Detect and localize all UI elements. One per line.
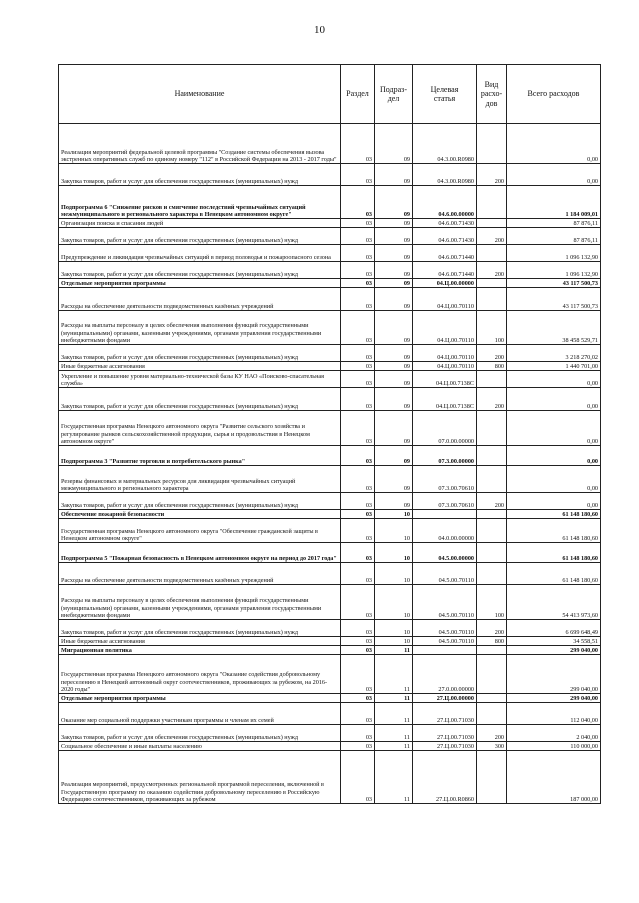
row-total: 1 096 132,90 (507, 245, 601, 262)
row-target: 27.Ц.00.71030 (413, 725, 477, 742)
row-subsection: 09 (375, 164, 413, 186)
row-section: 03 (341, 725, 375, 742)
table-row (59, 164, 601, 186)
row-target: 27.Ц.00.71030 (413, 742, 477, 751)
row-subsection: 10 (375, 519, 413, 543)
table-row (59, 751, 601, 804)
row-section: 03 (341, 388, 375, 411)
table-row (59, 245, 601, 262)
row-section: 03 (341, 694, 375, 703)
table-row (59, 446, 601, 466)
row-target: 27.Ц.00.R0860 (413, 751, 477, 804)
row-subsection: 09 (375, 288, 413, 311)
row-name: Закупка товаров, работ и услуг для обеспечения государственных (муниципальных) нужд (59, 262, 341, 279)
row-expense-type (477, 446, 507, 466)
row-target: 04.6.00.00000 (413, 186, 477, 219)
row-target: 27.0.00.00000 (413, 655, 477, 694)
row-subsection: 09 (375, 493, 413, 510)
row-name: Закупка товаров, работ и услуг для обеспечения государственных (муниципальных) нужд (59, 164, 341, 186)
table-header-row (59, 65, 601, 124)
row-target: 04.5.00.70110 (413, 620, 477, 637)
row-target: 27.Ц.00.71030 (413, 703, 477, 725)
row-target: 04.Ц.00.7138С (413, 388, 477, 411)
table-row (59, 694, 601, 703)
row-section: 03 (341, 655, 375, 694)
row-expense-type (477, 655, 507, 694)
header-section: Раздел (341, 65, 375, 124)
row-name: Расходы на выплаты персоналу в целях обеспечения выполнения функций государственными (муниципальными) органами, казенными учреждениями, органами управления государственными внебюджетными фондами (59, 585, 341, 620)
row-subsection: 11 (375, 694, 413, 703)
header-name: Наименование (59, 65, 341, 124)
row-section: 03 (341, 164, 375, 186)
row-expense-type: 100 (477, 311, 507, 345)
row-name: Расходы на выплаты персоналу в целях обеспечения выполнения функций государственными (муниципальными) органами, казенными учреждениями, органами управления государственными внебюджетными фондами (59, 311, 341, 345)
row-subsection: 09 (375, 371, 413, 388)
row-target: 04.3.00.R0980 (413, 164, 477, 186)
row-name: Реализация мероприятий, предусмотренных региональной программой переселения, включенной в Государственную программу по оказанию содействия добровольному переселению в Российскую Федерацию соотечественников, проживающих за рубежом (59, 751, 341, 804)
table-row (59, 725, 601, 742)
row-target: 07.0.00.00000 (413, 411, 477, 446)
row-expense-type (477, 751, 507, 804)
row-total: 0,00 (507, 466, 601, 493)
table-row (59, 585, 601, 620)
row-section: 03 (341, 620, 375, 637)
row-total: 61 148 180,60 (507, 543, 601, 563)
row-target (413, 510, 477, 519)
row-subsection: 09 (375, 262, 413, 279)
row-section: 03 (341, 186, 375, 219)
row-target: 04.Ц.00.70110 (413, 311, 477, 345)
row-section: 03 (341, 288, 375, 311)
row-target: 04.Ц.00.7138С (413, 371, 477, 388)
row-total: 87 876,11 (507, 219, 601, 228)
table-body (59, 124, 601, 804)
row-target: 04.6.00.71430 (413, 219, 477, 228)
row-subsection: 11 (375, 742, 413, 751)
row-expense-type (477, 219, 507, 228)
table-row (59, 362, 601, 371)
row-target (413, 646, 477, 655)
row-total: 0,00 (507, 493, 601, 510)
row-name: Государственная программа Ненецкого автономного округа "Оказание содействия добровольному переселению в Ненецкий автономный округ соотечественников, проживающих за рубежом, на 2016-2020 годы" (59, 655, 341, 694)
table-row (59, 655, 601, 694)
row-name: Миграционная политика (59, 646, 341, 655)
row-total: 43 117 500,73 (507, 288, 601, 311)
header-total: Всего расходов (507, 65, 601, 124)
row-subsection: 09 (375, 446, 413, 466)
row-total: 38 458 529,71 (507, 311, 601, 345)
row-name: Государственная программа Ненецкого автономного округа "Развитие сельского хозяйства и регулирование рынков сельскохозяйственной продукции, сырья и продовольствия в Ненецком автономном округе" (59, 411, 341, 446)
row-target: 04.5.00.00000 (413, 543, 477, 563)
table-row (59, 637, 601, 646)
row-subsection: 09 (375, 186, 413, 219)
row-section: 03 (341, 311, 375, 345)
row-section: 03 (341, 362, 375, 371)
row-name: Закупка товаров, работ и услуг для обеспечения государственных (муниципальных) нужд (59, 228, 341, 245)
row-expense-type (477, 646, 507, 655)
row-target: 07.3.00.70610 (413, 466, 477, 493)
row-total: 112 040,00 (507, 703, 601, 725)
row-total: 110 000,00 (507, 742, 601, 751)
row-name: Организация поиска и спасания людей (59, 219, 341, 228)
row-section: 03 (341, 585, 375, 620)
row-target: 04.5.00.70110 (413, 637, 477, 646)
table-row (59, 742, 601, 751)
row-subsection: 10 (375, 637, 413, 646)
row-expense-type: 200 (477, 164, 507, 186)
table-row (59, 510, 601, 519)
row-subsection: 11 (375, 751, 413, 804)
table-row (59, 519, 601, 543)
row-section: 03 (341, 124, 375, 164)
table-row (59, 703, 601, 725)
row-name: Закупка товаров, работ и услуг для обеспечения государственных (муниципальных) нужд (59, 345, 341, 362)
row-section: 03 (341, 637, 375, 646)
row-expense-type: 800 (477, 637, 507, 646)
row-expense-type (477, 519, 507, 543)
table-row (59, 646, 601, 655)
row-name: Иные бюджетные ассигнования (59, 362, 341, 371)
table-row (59, 620, 601, 637)
table-row (59, 563, 601, 585)
row-expense-type (477, 411, 507, 446)
row-expense-type: 200 (477, 388, 507, 411)
row-section: 03 (341, 742, 375, 751)
row-subsection: 11 (375, 725, 413, 742)
row-section: 03 (341, 751, 375, 804)
table-row (59, 219, 601, 228)
row-target: 27.Ц.00.00000 (413, 694, 477, 703)
row-subsection: 09 (375, 411, 413, 446)
row-section: 03 (341, 563, 375, 585)
row-name: Расходы на обеспечение деятельности подведомственных казённых учреждений (59, 288, 341, 311)
row-total: 299 040,00 (507, 646, 601, 655)
row-subsection: 09 (375, 388, 413, 411)
row-target: 04.6.00.71440 (413, 245, 477, 262)
row-subsection: 11 (375, 646, 413, 655)
table-row (59, 411, 601, 446)
row-section: 03 (341, 228, 375, 245)
row-name: Укрепление и повышение уровня материально-технической базы КУ НАО «Поисково-спасательная служба» (59, 371, 341, 388)
row-expense-type (477, 703, 507, 725)
row-name: Обеспечение пожарной безопасности (59, 510, 341, 519)
table-row (59, 345, 601, 362)
row-subsection: 09 (375, 345, 413, 362)
row-name: Оказание мер социальной поддержки участникам программы и членам их семей (59, 703, 341, 725)
header-target: Целевая статья (413, 65, 477, 124)
header-subsection: Подраз- дел (375, 65, 413, 124)
row-name: Социальное обеспечение и иные выплаты населению (59, 742, 341, 751)
row-name: Расходы на обеспечение деятельности подведомственных казённых учреждений (59, 563, 341, 585)
row-subsection: 09 (375, 466, 413, 493)
row-expense-type: 200 (477, 345, 507, 362)
row-name: Государственная программа Ненецкого автономного округа "Обеспечение гражданской защиты в Ненецком автономном округе" (59, 519, 341, 543)
row-section: 03 (341, 510, 375, 519)
row-expense-type (477, 694, 507, 703)
row-expense-type (477, 124, 507, 164)
row-total: 299 040,00 (507, 655, 601, 694)
row-subsection: 09 (375, 228, 413, 245)
row-section: 03 (341, 646, 375, 655)
row-section: 03 (341, 262, 375, 279)
row-total: 61 148 180,60 (507, 519, 601, 543)
row-expense-type (477, 510, 507, 519)
row-expense-type: 800 (477, 362, 507, 371)
row-section: 03 (341, 345, 375, 362)
row-total: 0,00 (507, 388, 601, 411)
row-subsection: 09 (375, 362, 413, 371)
row-section: 03 (341, 245, 375, 262)
row-section: 03 (341, 466, 375, 493)
row-section: 03 (341, 519, 375, 543)
table-row (59, 186, 601, 219)
row-name: Подпрограмма 5 "Пожарная безопасность в Ненецком автономном округе на период до 2017 года" (59, 543, 341, 563)
header-expense-type: Вид расхо- дов (477, 65, 507, 124)
budget-table (58, 64, 601, 804)
row-name: Подпрограмма 6 "Снижение рисков и смягчение последствий чрезвычайных ситуаций межмуниципального и регионального характера в Ненецком автономном округе" (59, 186, 341, 219)
table-row (59, 228, 601, 245)
row-target: 04.5.00.70110 (413, 585, 477, 620)
row-subsection: 10 (375, 510, 413, 519)
table-row (59, 388, 601, 411)
row-total: 61 148 180,60 (507, 510, 601, 519)
table-row (59, 543, 601, 563)
row-total: 299 040,00 (507, 694, 601, 703)
row-name: Закупка товаров, работ и услуг для обеспечения государственных (муниципальных) нужд (59, 725, 341, 742)
row-total: 1 184 009,01 (507, 186, 601, 219)
row-total: 0,00 (507, 371, 601, 388)
row-subsection: 09 (375, 245, 413, 262)
row-total: 0,00 (507, 446, 601, 466)
row-total: 61 148 180,60 (507, 563, 601, 585)
row-name: Подпрограмма 3 "Развитие торговли и потребительского рынка" (59, 446, 341, 466)
row-target: 07.3.00.70610 (413, 493, 477, 510)
row-expense-type: 200 (477, 228, 507, 245)
table-row (59, 279, 601, 288)
row-section: 03 (341, 219, 375, 228)
row-subsection: 10 (375, 563, 413, 585)
row-expense-type: 200 (477, 620, 507, 637)
row-total: 0,00 (507, 124, 601, 164)
row-target: 07.3.00.00000 (413, 446, 477, 466)
row-subsection: 11 (375, 655, 413, 694)
row-total: 87 876,11 (507, 228, 601, 245)
row-name: Отдельные мероприятия программы (59, 694, 341, 703)
row-target: 04.5.00.70110 (413, 563, 477, 585)
row-expense-type (477, 466, 507, 493)
row-total: 2 040,00 (507, 725, 601, 742)
table-row (59, 124, 601, 164)
row-section: 03 (341, 371, 375, 388)
row-subsection: 09 (375, 311, 413, 345)
row-expense-type (477, 288, 507, 311)
row-section: 03 (341, 411, 375, 446)
row-total: 6 699 648,49 (507, 620, 601, 637)
row-subsection: 10 (375, 620, 413, 637)
row-target: 04.0.00.00000 (413, 519, 477, 543)
row-expense-type: 300 (477, 742, 507, 751)
row-total: 0,00 (507, 164, 601, 186)
row-total: 187 000,00 (507, 751, 601, 804)
row-total: 0,00 (507, 411, 601, 446)
row-total: 34 558,51 (507, 637, 601, 646)
row-target: 04.Ц.00.70110 (413, 345, 477, 362)
row-subsection: 09 (375, 124, 413, 164)
row-target: 04.6.00.71430 (413, 228, 477, 245)
row-section: 03 (341, 446, 375, 466)
row-name: Предупреждение и ликвидация чрезвычайных ситуаций в период половодья и пожароопасного сезона (59, 245, 341, 262)
row-total: 54 413 973,60 (507, 585, 601, 620)
row-total: 3 218 270,02 (507, 345, 601, 362)
row-expense-type (477, 371, 507, 388)
row-subsection: 09 (375, 279, 413, 288)
row-subsection: 10 (375, 543, 413, 563)
row-total: 43 117 500,73 (507, 279, 601, 288)
row-expense-type (477, 279, 507, 288)
row-expense-type (477, 563, 507, 585)
table-row (59, 466, 601, 493)
row-section: 03 (341, 493, 375, 510)
row-section: 03 (341, 279, 375, 288)
row-expense-type: 100 (477, 585, 507, 620)
row-expense-type (477, 543, 507, 563)
row-expense-type (477, 245, 507, 262)
row-name: Закупка товаров, работ и услуг для обеспечения государственных (муниципальных) нужд (59, 620, 341, 637)
table-row (59, 371, 601, 388)
row-name: Закупка товаров, работ и услуг для обеспечения государственных (муниципальных) нужд (59, 388, 341, 411)
row-target: 04.Ц.00.70110 (413, 288, 477, 311)
table-row (59, 288, 601, 311)
row-expense-type: 200 (477, 725, 507, 742)
row-name: Иные бюджетные ассигнования (59, 637, 341, 646)
row-expense-type: 200 (477, 493, 507, 510)
row-name: Закупка товаров, работ и услуг для обеспечения государственных (муниципальных) нужд (59, 493, 341, 510)
row-section: 03 (341, 703, 375, 725)
row-name: Резервы финансовых и материальных ресурсов для ликвидации чрезвычайных ситуаций межмуниципального и регионального характера (59, 466, 341, 493)
row-target: 04.3.00.R0980 (413, 124, 477, 164)
row-subsection: 11 (375, 703, 413, 725)
row-subsection: 09 (375, 219, 413, 228)
row-name: Реализация мероприятий федеральной целевой программы "Создание системы обеспечения вызова экстренных оперативных служб по единому номеру "112" в Российской Федерации на 2013 - 2017 годы" (59, 124, 341, 164)
row-subsection: 10 (375, 585, 413, 620)
row-target: 04.6.00.71440 (413, 262, 477, 279)
row-target: 04.Ц.00.00000 (413, 279, 477, 288)
row-total: 1 096 132,90 (507, 262, 601, 279)
row-name: Отдельные мероприятия программы (59, 279, 341, 288)
table-row (59, 311, 601, 345)
row-total: 1 440 701,00 (507, 362, 601, 371)
row-section: 03 (341, 543, 375, 563)
row-expense-type: 200 (477, 262, 507, 279)
page-number: 10 (314, 24, 325, 36)
table-row (59, 262, 601, 279)
row-expense-type (477, 186, 507, 219)
row-target: 04.Ц.00.70110 (413, 362, 477, 371)
table-row (59, 493, 601, 510)
